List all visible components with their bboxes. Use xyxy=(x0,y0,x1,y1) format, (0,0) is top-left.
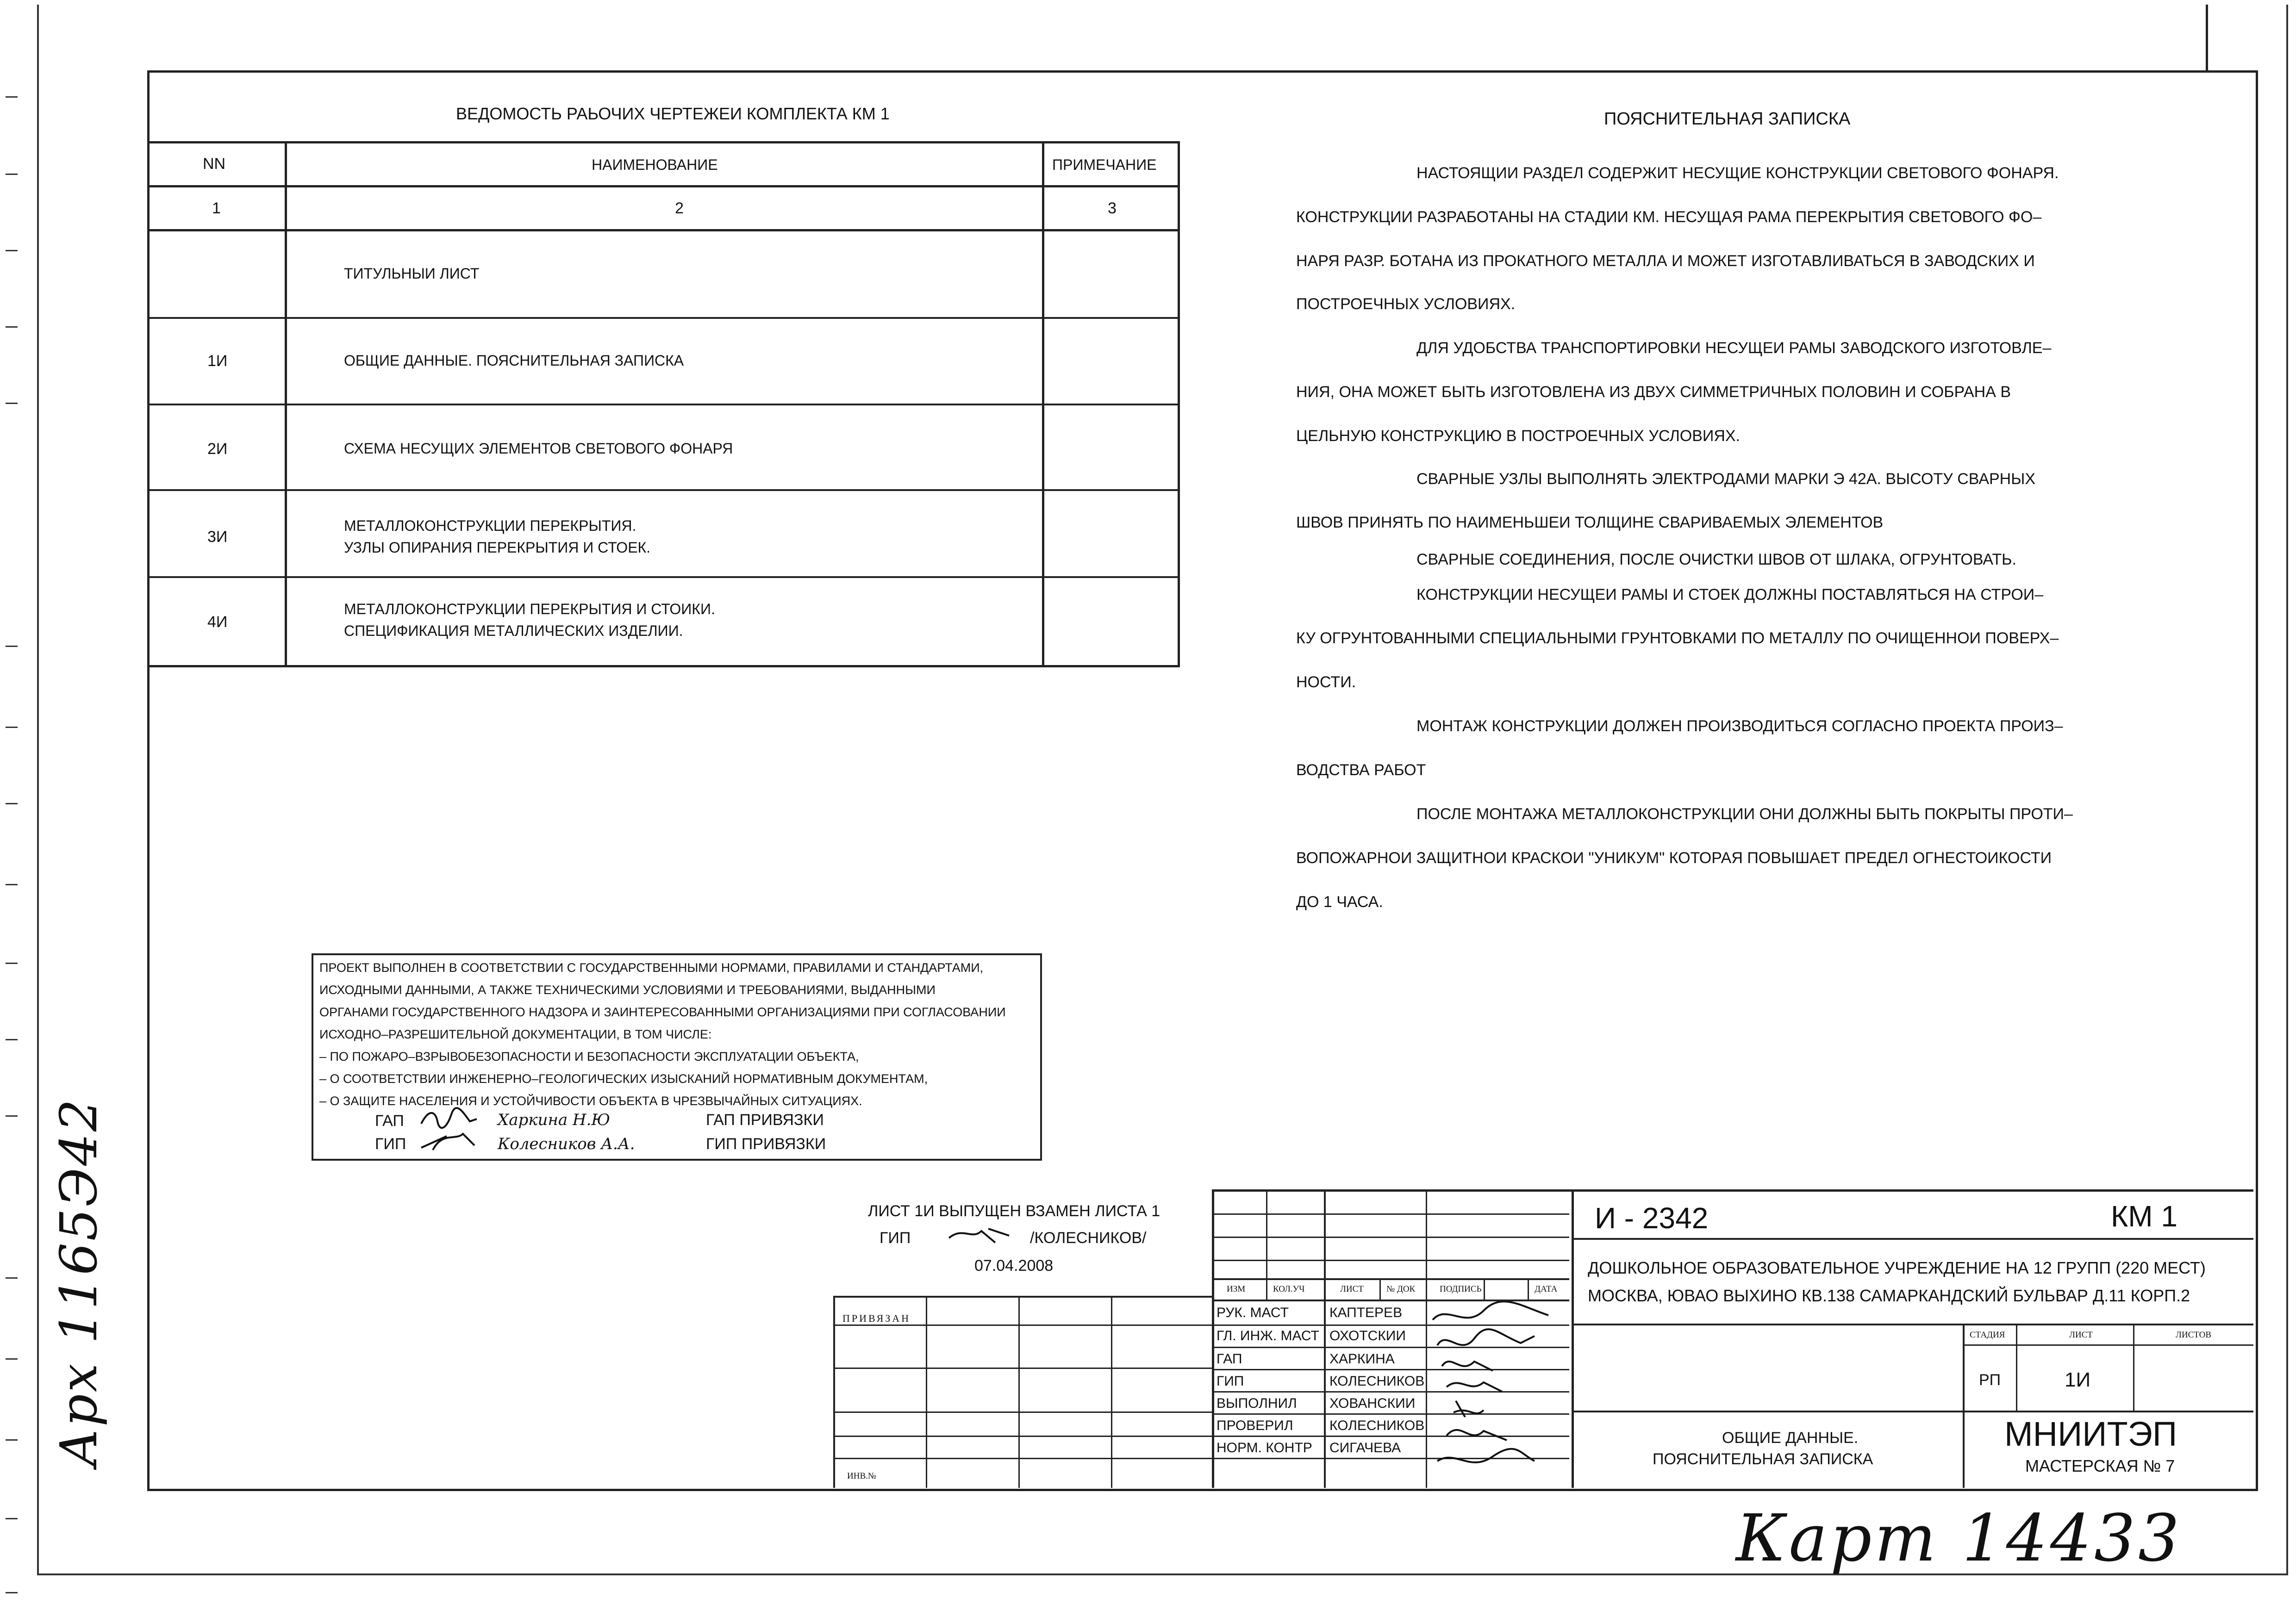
col-number: 1 xyxy=(212,199,221,217)
row-name-2: СПЕЦИФИКАЦИЯ МЕТАЛЛИЧЕСКИХ ИЗДЕЛИИ. xyxy=(344,622,683,639)
row-number: 4И xyxy=(207,613,228,631)
compliance-line: ИСХОДНО–РАЗРЕШИТЕЛЬНОЙ ДОКУМЕНТАЦИИ, В ТОМ ЧИСЛЕ: xyxy=(319,1027,712,1041)
col-number: 3 xyxy=(1108,199,1117,217)
compliance-line: ОРГАНАМИ ГОСУДАРСТВЕННОГО НАДЗОРА И ЗАИНТЕРЕСОВАННЫМИ ОРГАНИЗАЦИЯМИ ПРИ СОГЛАСОВАНИИ xyxy=(319,1005,1006,1019)
staff-role: ГИП xyxy=(1217,1374,1244,1389)
staff-role: ПРОВЕРИЛ xyxy=(1217,1418,1293,1433)
col-number: 2 xyxy=(675,199,684,217)
gap-name: Харкина Н.Ю xyxy=(498,1111,610,1129)
note-line: ВОПОЖАРНОИ ЗАЩИТНОИ КРАСКОИ "УНИКУМ" КОТОРАЯ ПОВЫШАЕТ ПРЕДЕЛ ОГНЕСТОИКОСТИ xyxy=(1296,849,2052,867)
staff-name: КАПТЕРЕВ xyxy=(1329,1305,1403,1320)
reissue-gip-label: ГИП xyxy=(880,1229,911,1247)
doc-code: И - 2342 xyxy=(1595,1201,1709,1235)
gap-binding: ГАП ПРИВЯЗКИ xyxy=(706,1111,824,1129)
col-header-name: НАИМЕНОВАНИЕ xyxy=(592,156,718,173)
row-number: 1И xyxy=(207,352,228,370)
handwritten-side-note: Арх 1165Э42 xyxy=(49,1097,108,1467)
stage-value: РП xyxy=(1979,1371,2001,1389)
stage-header: СТАДИЯ xyxy=(1970,1330,2005,1340)
note-line: СВАРНЫЕ СОЕДИНЕНИЯ, ПОСЛЕ ОЧИСТКИ ШВОВ ОТ ШЛАКА, ОГРУНТОВАТЬ. xyxy=(1416,551,2016,568)
note-line: ДО 1 ЧАСА. xyxy=(1296,893,1383,911)
note-line: ШВОВ ПРИНЯТЬ ПО НАИМЕНЬШЕИ ТОЛЩИНЕ СВАРИВАЕМЫХ ЭЛЕМЕНТОВ xyxy=(1296,514,1884,531)
project-line: МОСКВА, ЮВАО ВЫХИНО КВ.138 САМАРКАНДСКИЙ БУЛЬВАР Д.11 КОРП.2 xyxy=(1588,1286,2190,1305)
note-line: ПОСТРОЕЧНЫХ УСЛОВИЯХ. xyxy=(1296,295,1516,313)
staff-role: НОРМ. КОНТР xyxy=(1217,1440,1312,1455)
rev-header: ИЗМ xyxy=(1227,1284,1246,1294)
row-name: ТИТУЛЬНЫИ ЛИСТ xyxy=(344,265,480,282)
staff-signatures xyxy=(1428,1301,1567,1486)
note-line: НИЯ, ОНА МОЖЕТ БЫТЬ ИЗГОТОВЛЕНА ИЗ ДВУХ СИММЕТРИЧНЫХ ПОЛОВИН И СОБРАНА В xyxy=(1296,383,2011,401)
staff-role: ВЫПОЛНИЛ xyxy=(1217,1396,1297,1411)
reissue-line: ЛИСТ 1И ВЫПУЩЕН ВЗАМЕН ЛИСТА 1 xyxy=(868,1202,1160,1220)
rev-header: ПОДПИСЬ xyxy=(1440,1284,1482,1294)
note-title: ПОЯСНИТЕЛЬНАЯ ЗАПИСКА xyxy=(1604,109,1851,129)
note-line: НОСТИ. xyxy=(1296,673,1356,691)
note-line: ДЛЯ УДОБСТВА ТРАНСПОРТИРОВКИ НЕСУЩЕИ РАМЫ ЗАВОДСКОГО ИЗГОТОВЛЕ– xyxy=(1416,339,2052,357)
handwritten-archive-number: Карт 14433 xyxy=(1736,1501,2183,1576)
note-line: МОНТАЖ КОНСТРУКЦИИ ДОЛЖЕН ПРОИЗВОДИТЬСЯ СОГЛАСНО ПРОЕКТА ПРОИЗ– xyxy=(1416,717,2063,735)
rev-header: ДАТА xyxy=(1535,1284,1558,1294)
note-line: КУ ОГРУНТОВАННЫМИ СПЕЦИАЛЬНЫМИ ГРУНТОВКАМИ ПО МЕТАЛЛУ ПО ОЧИЩЕННОИ ПОВЕРХ– xyxy=(1296,629,2059,647)
doc-mark: КМ 1 xyxy=(2111,1200,2177,1233)
sheet-list-title: ВЕДОМОСТЬ РАЬОЧИХ ЧЕРТЕЖЕИ КОМПЛЕКТА КМ 1 xyxy=(456,104,890,123)
compliance-line: – ПО ПОЖАРО–ВЗРЫВОБЕЗОПАСНОСТИ И БЕЗОПАСНОСТИ ЭКСПЛУАТАЦИИ ОБЪЕКТА, xyxy=(319,1050,859,1063)
frame-top-strip xyxy=(2206,5,2208,70)
row-name: МЕТАЛЛОКОНСТРУКЦИИ ПЕРЕКРЫТИЯ. xyxy=(344,517,636,534)
note-line: НАСТОЯЩИИ РАЗДЕЛ СОДЕРЖИТ НЕСУЩИЕ КОНСТРУКЦИИ СВЕТОВОГО ФОНАРЯ. xyxy=(1416,164,2059,182)
gap-label: ГАП xyxy=(375,1112,404,1130)
staff-role: РУК. МАСТ xyxy=(1217,1305,1289,1320)
note-line: КОНСТРУКЦИИ РАЗРАБОТАНЫ НА СТАДИИ КМ. НЕСУЩАЯ РАМА ПЕРЕКРЫТИЯ СВЕТОВОГО ФО– xyxy=(1296,208,2042,226)
note-line: ПОСЛЕ МОНТАЖА МЕТАЛЛОКОНСТРУКЦИИ ОНИ ДОЛЖНЫ БЫТЬ ПОКРЫТЫ ПРОТИ– xyxy=(1416,805,2073,823)
compliance-line: – О СООТВЕТСТВИИ ИНЖЕНЕРНО–ГЕОЛОГИЧЕСКИХ ИЗЫСКАНИЙ НОРМАТИВНЫМ ДОКУМЕНТАМ, xyxy=(319,1072,928,1086)
note-line: ВОДСТВА РАБОТ xyxy=(1296,761,1426,779)
rev-header: КОЛ.УЧ xyxy=(1273,1284,1305,1294)
row-number: 3И xyxy=(207,528,228,546)
staff-name: КОЛЕСНИКОВ xyxy=(1329,1418,1425,1433)
reissue-date: 07.04.2008 xyxy=(974,1257,1054,1275)
inv-label: ИНВ.№ xyxy=(847,1471,876,1481)
stage-header: ЛИСТОВ xyxy=(2176,1330,2212,1340)
reissue-gip-name: /КОЛЕСНИКОВ/ xyxy=(1030,1229,1147,1247)
gip-binding: ГИП ПРИВЯЗКИ xyxy=(706,1135,826,1153)
gip-signature xyxy=(419,1127,479,1155)
project-line: ДОШКОЛЬНОЕ ОБРАЗОВАТЕЛЬНОЕ УЧРЕЖДЕНИЕ НА 12 ГРУПП (220 МЕСТ) xyxy=(1588,1258,2206,1277)
staff-name: КОЛЕСНИКОВ xyxy=(1329,1374,1425,1389)
note-line: НАРЯ РАЗР. БОТАНА ИЗ ПРОКАТНОГО МЕТАЛЛА И МОЖЕТ ИЗГОТАВЛИВАТЬСЯ В ЗАВОДСКИХ И xyxy=(1296,252,2035,270)
staff-name: ОХОТСКИИ xyxy=(1329,1328,1406,1343)
note-line: ЦЕЛЬНУЮ КОНСТРУКЦИЮ В ПОСТРОЕЧНЫХ УСЛОВИЯХ. xyxy=(1296,427,1741,445)
sheet-title-2: ПОЯСНИТЕЛЬНАЯ ЗАПИСКА xyxy=(1653,1450,1873,1468)
gip-label: ГИП xyxy=(375,1135,406,1153)
row-name-2: УЗЛЫ ОПИРАНИЯ ПЕРЕКРЫТИЯ И СТОЕК. xyxy=(344,539,651,556)
rev-header: № ДОК xyxy=(1386,1284,1416,1294)
row-name: СХЕМА НЕСУЩИХ ЭЛЕМЕНТОВ СВЕТОВОГО ФОНАРЯ xyxy=(344,440,733,457)
row-number: 2И xyxy=(207,440,228,458)
row-name: ОБЩИЕ ДАННЫЕ. ПОЯСНИТЕЛЬНАЯ ЗАПИСКА xyxy=(344,352,684,369)
sheet-list-table xyxy=(147,141,1179,669)
stage-header: ЛИСТ xyxy=(2069,1330,2093,1340)
org-name: МНИИТЭП xyxy=(2004,1415,2177,1453)
staff-name: СИГАЧЕВА xyxy=(1329,1440,1401,1455)
reissue-signature xyxy=(944,1222,1014,1250)
workshop: МАСТЕРСКАЯ № 7 xyxy=(2025,1456,2175,1475)
compliance-line: ПРОЕКТ ВЫПОЛНЕН В СООТВЕТСТВИИ С ГОСУДАРСТВЕННЫМИ НОРМАМИ, ПРАВИЛАМИ И СТАНДАРТАМИ, xyxy=(319,961,984,975)
note-line: КОНСТРУКЦИИ НЕСУЩЕИ РАМЫ И СТОЕК ДОЛЖНЫ ПОСТАВЛЯТЬСЯ НА СТРОИ– xyxy=(1416,586,2044,603)
compliance-line: – О ЗАЩИТЕ НАСЕЛЕНИЯ И УСТОЙЧИВОСТИ ОБЪЕКТА В ЧРЕЗВЫЧАЙНЫХ СИТУАЦИЯХ. xyxy=(319,1094,862,1108)
staff-name: ХАРКИНА xyxy=(1329,1351,1395,1367)
staff-role: ГЛ. ИНЖ. МАСТ xyxy=(1217,1328,1319,1343)
col-header-note: ПРИМЕЧАНИЕ xyxy=(1052,156,1157,173)
col-header-nn: NN xyxy=(203,155,226,173)
gip-name: Колесников А.А. xyxy=(498,1135,635,1153)
note-line: СВАРНЫЕ УЗЛЫ ВЫПОЛНЯТЬ ЭЛЕКТРОДАМИ МАРКИ Э 42А. ВЫСОТУ СВАРНЫХ xyxy=(1416,470,2036,488)
binding-label: ПРИВЯЗАН xyxy=(842,1312,911,1324)
staff-role: ГАП xyxy=(1217,1351,1242,1367)
compliance-line: ИСХОДНЫМИ ДАННЫМИ, А ТАКЖЕ ТЕХНИЧЕСКИМИ УСЛОВИЯМИ И ТРЕБОВАНИЯМИ, ВЫДАННЫМИ xyxy=(319,983,936,997)
staff-name: ХОВАНСКИИ xyxy=(1329,1396,1416,1411)
rev-header: ЛИСТ xyxy=(1340,1284,1364,1294)
row-name: МЕТАЛЛОКОНСТРУКЦИИ ПЕРЕКРЫТИЯ И СТОИКИ. xyxy=(344,601,715,617)
sheet-title: ОБЩИЕ ДАННЫЕ. xyxy=(1722,1429,1859,1447)
sheet-value: 1И xyxy=(2065,1368,2091,1391)
